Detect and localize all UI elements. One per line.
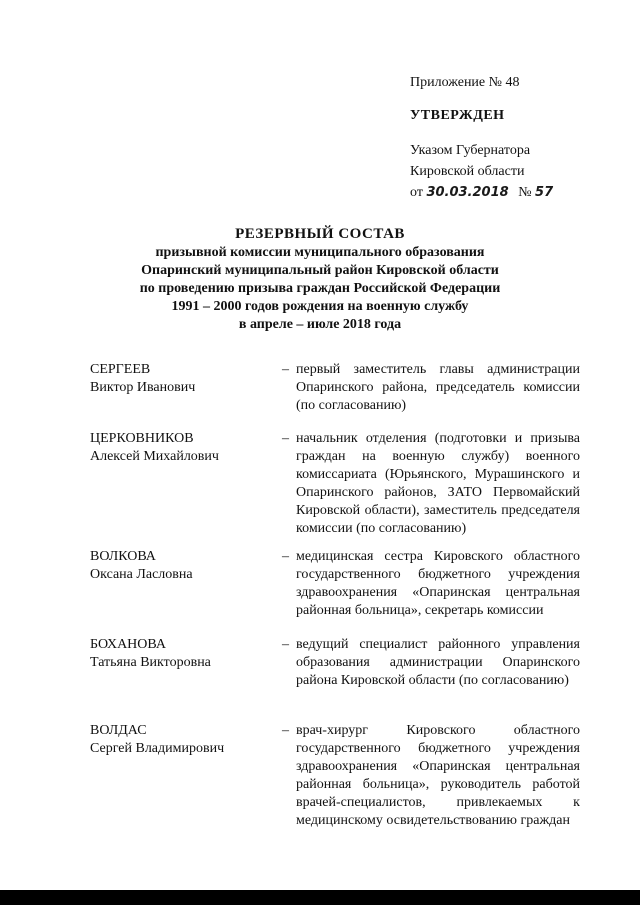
member-role: начальник отделения (подготовки и призыва граждан на военную службу) военного комиссариата (Юрьянского, Мурашинского и Опаринского районов, ЗАТО Первомайский Кировской области), заместитель председателя комиссии (по согласованию) — [296, 431, 580, 536]
member-role: врач-хирург Кировского областного государственного бюджетного учреждения здравоохранения «Опаринская центральная районная больница», руководитель работой врачей-специалистов, привлекаемых к медицинскому освидетельствованию граждан — [296, 723, 580, 828]
member-given-name: Сергей Владимирович — [90, 741, 225, 756]
member-given-name: Оксана Ласловна — [90, 567, 193, 582]
member-role: первый заместитель главы администрации Опаринского района, председатель комиссии (по согласованию) — [296, 362, 580, 413]
dash-separator: – — [282, 431, 289, 446]
member-role: медицинская сестра Кировского областного государственного бюджетного учреждения здравоохранения «Опаринская центральная районная больница», секретарь комиссии — [296, 549, 580, 618]
title-main: РЕЗЕРВНЫЙ СОСТАВ — [235, 226, 405, 242]
title-line: Опаринский муниципальный район Кировской области — [141, 263, 499, 278]
dash-separator: – — [282, 549, 289, 564]
member-given-name: Виктор Иванович — [90, 380, 196, 395]
member-surname: ВОЛДАС — [90, 723, 147, 738]
dash-separator: – — [282, 723, 289, 738]
member-surname: ЦЕРКОВНИКОВ — [90, 431, 194, 446]
number-prefix: № — [518, 185, 532, 200]
appendix-number: Приложение № 48 — [410, 75, 520, 90]
member-surname: СЕРГЕЕВ — [90, 362, 151, 377]
member-name — [90, 722, 275, 758]
document-title — [80, 224, 560, 334]
decree-line-2: Кировской области — [410, 164, 525, 179]
member-name — [90, 548, 275, 584]
dash-separator: – — [282, 362, 289, 377]
scan-bottom-edge — [0, 890, 640, 905]
member-name — [90, 430, 275, 466]
handwritten-date: 30.03.2018 — [426, 185, 509, 200]
approval-header — [410, 72, 630, 203]
title-line: в апреле – июле 2018 года — [238, 317, 402, 332]
handwritten-number: 57 — [535, 185, 554, 200]
dash-separator: – — [282, 637, 289, 652]
member-name — [90, 361, 275, 397]
date-prefix: от — [410, 185, 423, 200]
decree-line-1: Указом Губернатора — [410, 143, 531, 158]
title-line: по проведению призыва граждан Российской Федерации — [139, 281, 501, 296]
member-given-name: Алексей Михайлович — [90, 449, 219, 464]
member-given-name: Татьяна Викторовна — [90, 655, 211, 670]
approved-stamp-text: УТВЕРЖДЕН — [410, 108, 505, 123]
member-role: ведущий специалист районного управления образования администрации Опаринского района Кировской области (по согласованию) — [296, 637, 580, 688]
title-line: 1991 – 2000 годов рождения на военную службу — [171, 299, 469, 314]
decree-date-line — [410, 182, 630, 203]
member-surname: БОХАНОВА — [90, 637, 166, 652]
member-surname: ВОЛКОВА — [90, 549, 156, 564]
member-name — [90, 636, 275, 672]
title-line: призывной комиссии муниципального образования — [155, 245, 485, 260]
